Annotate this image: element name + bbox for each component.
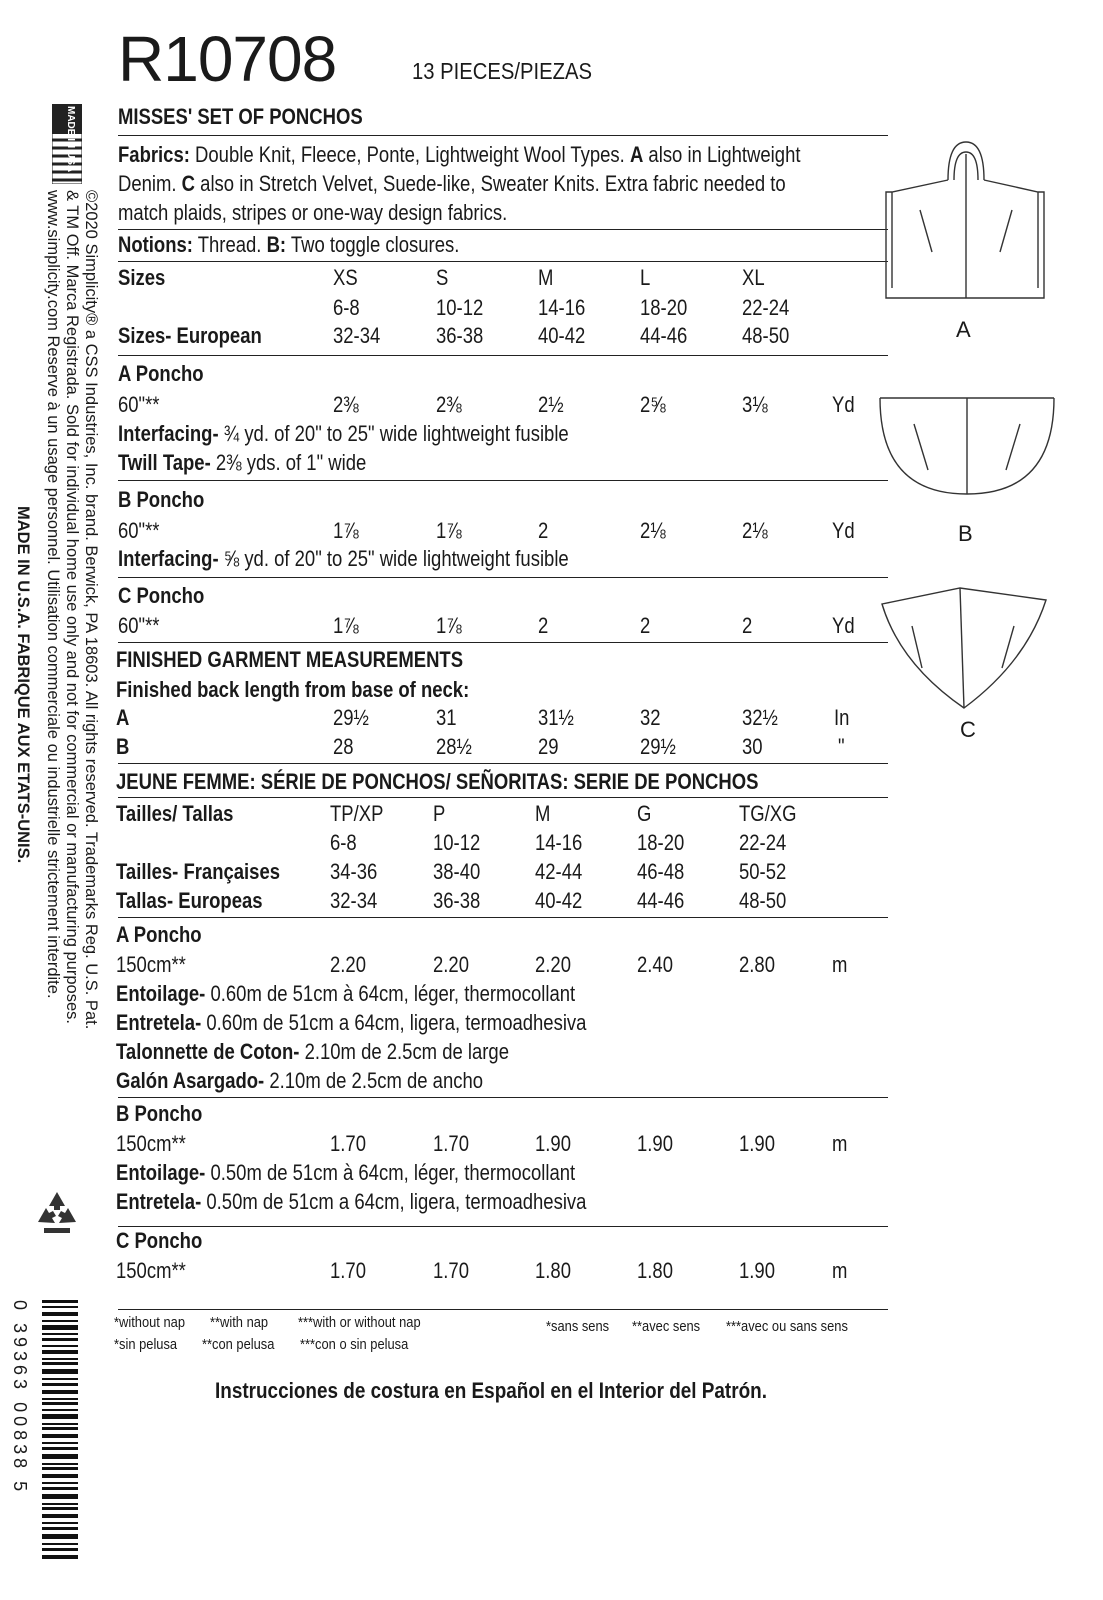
b-yardage: 2 (538, 518, 549, 543)
view-c-drawing (876, 584, 1052, 714)
finished-a: 32½ (742, 705, 778, 730)
b-yardage: 2⅛ (640, 518, 666, 543)
taille: G (637, 801, 652, 826)
fabrics-line-2: Denim. C also in Stretch Velvet, Suede-like, Sweater Knits. Extra fabric needed to (118, 171, 786, 196)
taille-num: 6-8 (330, 830, 357, 855)
b-meters: 1.90 (739, 1131, 775, 1156)
unit-yd: Yd (832, 392, 855, 417)
unit-m: m (832, 1258, 848, 1283)
fabric-width: 60"** (118, 613, 160, 638)
finished-b: 28 (333, 734, 354, 759)
tailles-label: Tailles/ Tallas (116, 801, 234, 826)
a-twill-tape: Twill Tape- 2⅜ yds. of 1" wide (118, 450, 367, 475)
fabric-width-cm: 150cm** (116, 952, 186, 977)
finished-title: FINISHED GARMENT MEASUREMENTS (116, 647, 464, 672)
a-talonnette: Talonnette de Coton- 2.10m de 2.5cm de large (116, 1039, 510, 1064)
finished-a: 31½ (538, 705, 574, 730)
sizes-label: Sizes (118, 265, 166, 290)
divider (118, 763, 888, 764)
a-yardage: 2⅝ (640, 392, 666, 417)
sizes-european-label: Sizes- European (118, 323, 262, 348)
finished-a: 32 (640, 705, 661, 730)
b-entoilage: Entoilage- 0.50m de 51cm à 64cm, léger, thermocollant (116, 1160, 576, 1185)
fr-size: 34-36 (330, 859, 378, 884)
made-in-usa-badge-text: MADE IN USA (65, 106, 76, 173)
copyright-line-1: ©2020 Simplicity® a CSS Industries, Inc. brand. Berwick, PA 18603. All rights reserved. Trademarks Reg. U.S. Pat. (82, 190, 100, 1030)
copyright-line-3: www.simplicity.com Reserve à un usage personnel. Utilisation commerciale ou industrielle strictement interdite. (44, 190, 62, 999)
euro-size: 44-46 (640, 323, 688, 348)
tailles-francaises-label: Tailles- Françaises (116, 859, 281, 884)
b-yardage: 2⅛ (742, 518, 768, 543)
b-interfacing: Interfacing- ⅝ yd. of 20" to 25" wide lightweight fusible (118, 546, 569, 571)
b-meters: 1.70 (433, 1131, 469, 1156)
divider (118, 1097, 888, 1098)
divider (118, 1226, 888, 1227)
a-meters: 2.20 (535, 952, 571, 977)
notions-line: Notions: Thread. B: Two toggle closures. (118, 232, 460, 257)
fr-size: 50-52 (739, 859, 787, 884)
a-interfacing: Interfacing- ¾ yd. of 20" to 25" wide lightweight fusible (118, 421, 569, 446)
recycle-icon (32, 1188, 82, 1238)
divider (118, 480, 888, 481)
fr-size: 46-48 (637, 859, 685, 884)
a-yardage: 3⅛ (742, 392, 768, 417)
divider (118, 917, 888, 918)
a-galon: Galón Asargado- 2.10m de 2.5cm de ancho (116, 1068, 484, 1093)
taille-num: 14-16 (535, 830, 583, 855)
footnote: *sans sens (546, 1318, 610, 1335)
a-poncho-label: A Poncho (118, 361, 204, 386)
size-num: 6-8 (333, 295, 360, 320)
divider (118, 229, 888, 230)
taille: M (535, 801, 551, 826)
size-xl: XL (742, 265, 765, 290)
size-num: 10-12 (436, 295, 484, 320)
a-meters: 2.20 (433, 952, 469, 977)
unit-ditto: " (838, 734, 845, 759)
divider (118, 797, 888, 798)
footnote: ***with or without nap (298, 1314, 421, 1331)
fabric-width-cm: 150cm** (116, 1258, 186, 1283)
unit-in: In (834, 705, 850, 730)
finished-b: 28½ (436, 734, 472, 759)
view-b-drawing (874, 390, 1060, 510)
view-a-label: A (956, 317, 971, 342)
es-size: 36-38 (433, 888, 481, 913)
a-entoilage: Entoilage- 0.60m de 51cm à 64cm, léger, thermocollant (116, 981, 576, 1006)
divider (118, 642, 888, 643)
divider (118, 261, 888, 262)
c-meters: 1.70 (330, 1258, 366, 1283)
footnote: **avec sens (632, 1318, 701, 1335)
c-yardage: 1⅞ (333, 613, 359, 638)
footnote: ***con o sin pelusa (300, 1336, 409, 1353)
c-yardage: 2 (538, 613, 549, 638)
b-poncho-label: B Poncho (118, 487, 205, 512)
fabric-width: 60"** (118, 392, 160, 417)
finished-a-label: A (116, 705, 130, 730)
english-title: MISSES' SET OF PONCHOS (118, 104, 363, 129)
es-size: 44-46 (637, 888, 685, 913)
a-yardage: 2½ (538, 392, 564, 417)
es-size: 48-50 (739, 888, 787, 913)
spanish-title: JEUNE FEMME: SÉRIE DE PONCHOS/ SEÑORITAS: SERIE DE PONCHOS (116, 769, 759, 794)
size-num: 22-24 (742, 295, 790, 320)
view-a-drawing (880, 140, 1050, 310)
spanish-instructions-note: Instrucciones de costura en Español en el Interior del Patrón. (215, 1378, 767, 1403)
euro-size: 40-42 (538, 323, 586, 348)
copyright-line-2: & TM Off. Marca Registrada. Sold for individual home use only and not for commercial or manufacturing purposes. (63, 190, 81, 1024)
unit-m: m (832, 1131, 848, 1156)
size-num: 14-16 (538, 295, 586, 320)
taille-num: 10-12 (433, 830, 481, 855)
fabric-width-cm: 150cm** (116, 1131, 186, 1156)
fabric-width: 60"** (118, 518, 160, 543)
c-meters: 1.90 (739, 1258, 775, 1283)
c-yardage: 2 (640, 613, 651, 638)
footnote: *sin pelusa (114, 1336, 178, 1353)
c-meters: 1.70 (433, 1258, 469, 1283)
piece-count: 13 PIECES/PIEZAS (412, 58, 592, 84)
finished-b: 30 (742, 734, 763, 759)
b-poncho-label-es: B Poncho (116, 1101, 203, 1126)
barcode (36, 1300, 84, 1560)
taille-num: 18-20 (637, 830, 685, 855)
es-size: 32-34 (330, 888, 378, 913)
euro-size: 48-50 (742, 323, 790, 348)
taille: TG/XG (739, 801, 797, 826)
a-meters: 2.40 (637, 952, 673, 977)
unit-m: m (832, 952, 848, 977)
c-meters: 1.80 (637, 1258, 673, 1283)
finished-b: 29 (538, 734, 559, 759)
finished-a: 31 (436, 705, 457, 730)
c-poncho-label: C Poncho (118, 583, 205, 608)
b-yardage: 1⅞ (333, 518, 359, 543)
taille: P (433, 801, 446, 826)
divider (118, 577, 888, 578)
finished-b: 29½ (640, 734, 676, 759)
b-meters: 1.90 (535, 1131, 571, 1156)
size-l: L (640, 265, 651, 290)
c-poncho-label-es: C Poncho (116, 1228, 203, 1253)
size-num: 18-20 (640, 295, 688, 320)
size-m: M (538, 265, 554, 290)
divider (118, 135, 888, 136)
barcode-digits: 0 39363 00838 5 (10, 1300, 30, 1496)
made-in-usa-line: MADE IN U.S.A. FABRIQUE AUX ETATS-UNIS. (14, 506, 32, 864)
euro-size: 36-38 (436, 323, 484, 348)
b-entretela: Entretela- 0.50m de 51cm a 64cm, ligera, termoadhesiva (116, 1189, 587, 1214)
view-c-label: C (960, 717, 976, 742)
size-xs: XS (333, 265, 358, 290)
finished-a: 29½ (333, 705, 369, 730)
footnote: **con pelusa (202, 1336, 275, 1353)
taille: TP/XP (330, 801, 384, 826)
finished-subtitle: Finished back length from base of neck: (116, 677, 470, 702)
c-yardage: 2 (742, 613, 753, 638)
a-entretela: Entretela- 0.60m de 51cm a 64cm, ligera, termoadhesiva (116, 1010, 587, 1035)
a-yardage: 2⅜ (333, 392, 359, 417)
finished-b-label: B (116, 734, 130, 759)
view-b-label: B (958, 521, 973, 546)
fr-size: 38-40 (433, 859, 481, 884)
tallas-europeas-label: Tallas- Europeas (116, 888, 263, 913)
fabrics-line-3: match plaids, stripes or one-way design fabrics. (118, 200, 508, 225)
taille-num: 22-24 (739, 830, 787, 855)
c-yardage: 1⅞ (436, 613, 462, 638)
c-meters: 1.80 (535, 1258, 571, 1283)
a-poncho-label-es: A Poncho (116, 922, 202, 947)
b-meters: 1.90 (637, 1131, 673, 1156)
euro-size: 32-34 (333, 323, 381, 348)
unit-yd: Yd (832, 518, 855, 543)
es-size: 40-42 (535, 888, 583, 913)
a-meters: 2.80 (739, 952, 775, 977)
fabrics-line-1: Fabrics: Double Knit, Fleece, Ponte, Lightweight Wool Types. A also in Lightweight (118, 142, 801, 167)
fr-size: 42-44 (535, 859, 583, 884)
footnote: **with nap (210, 1314, 269, 1331)
pattern-number: R10708 (118, 23, 337, 95)
size-s: S (436, 265, 449, 290)
a-yardage: 2⅜ (436, 392, 462, 417)
divider (118, 355, 888, 356)
unit-yd: Yd (832, 613, 855, 638)
b-meters: 1.70 (330, 1131, 366, 1156)
b-yardage: 1⅞ (436, 518, 462, 543)
a-meters: 2.20 (330, 952, 366, 977)
divider (118, 1309, 888, 1310)
footnote: *without nap (114, 1314, 186, 1331)
footnote: ***avec ou sans sens (726, 1318, 848, 1335)
